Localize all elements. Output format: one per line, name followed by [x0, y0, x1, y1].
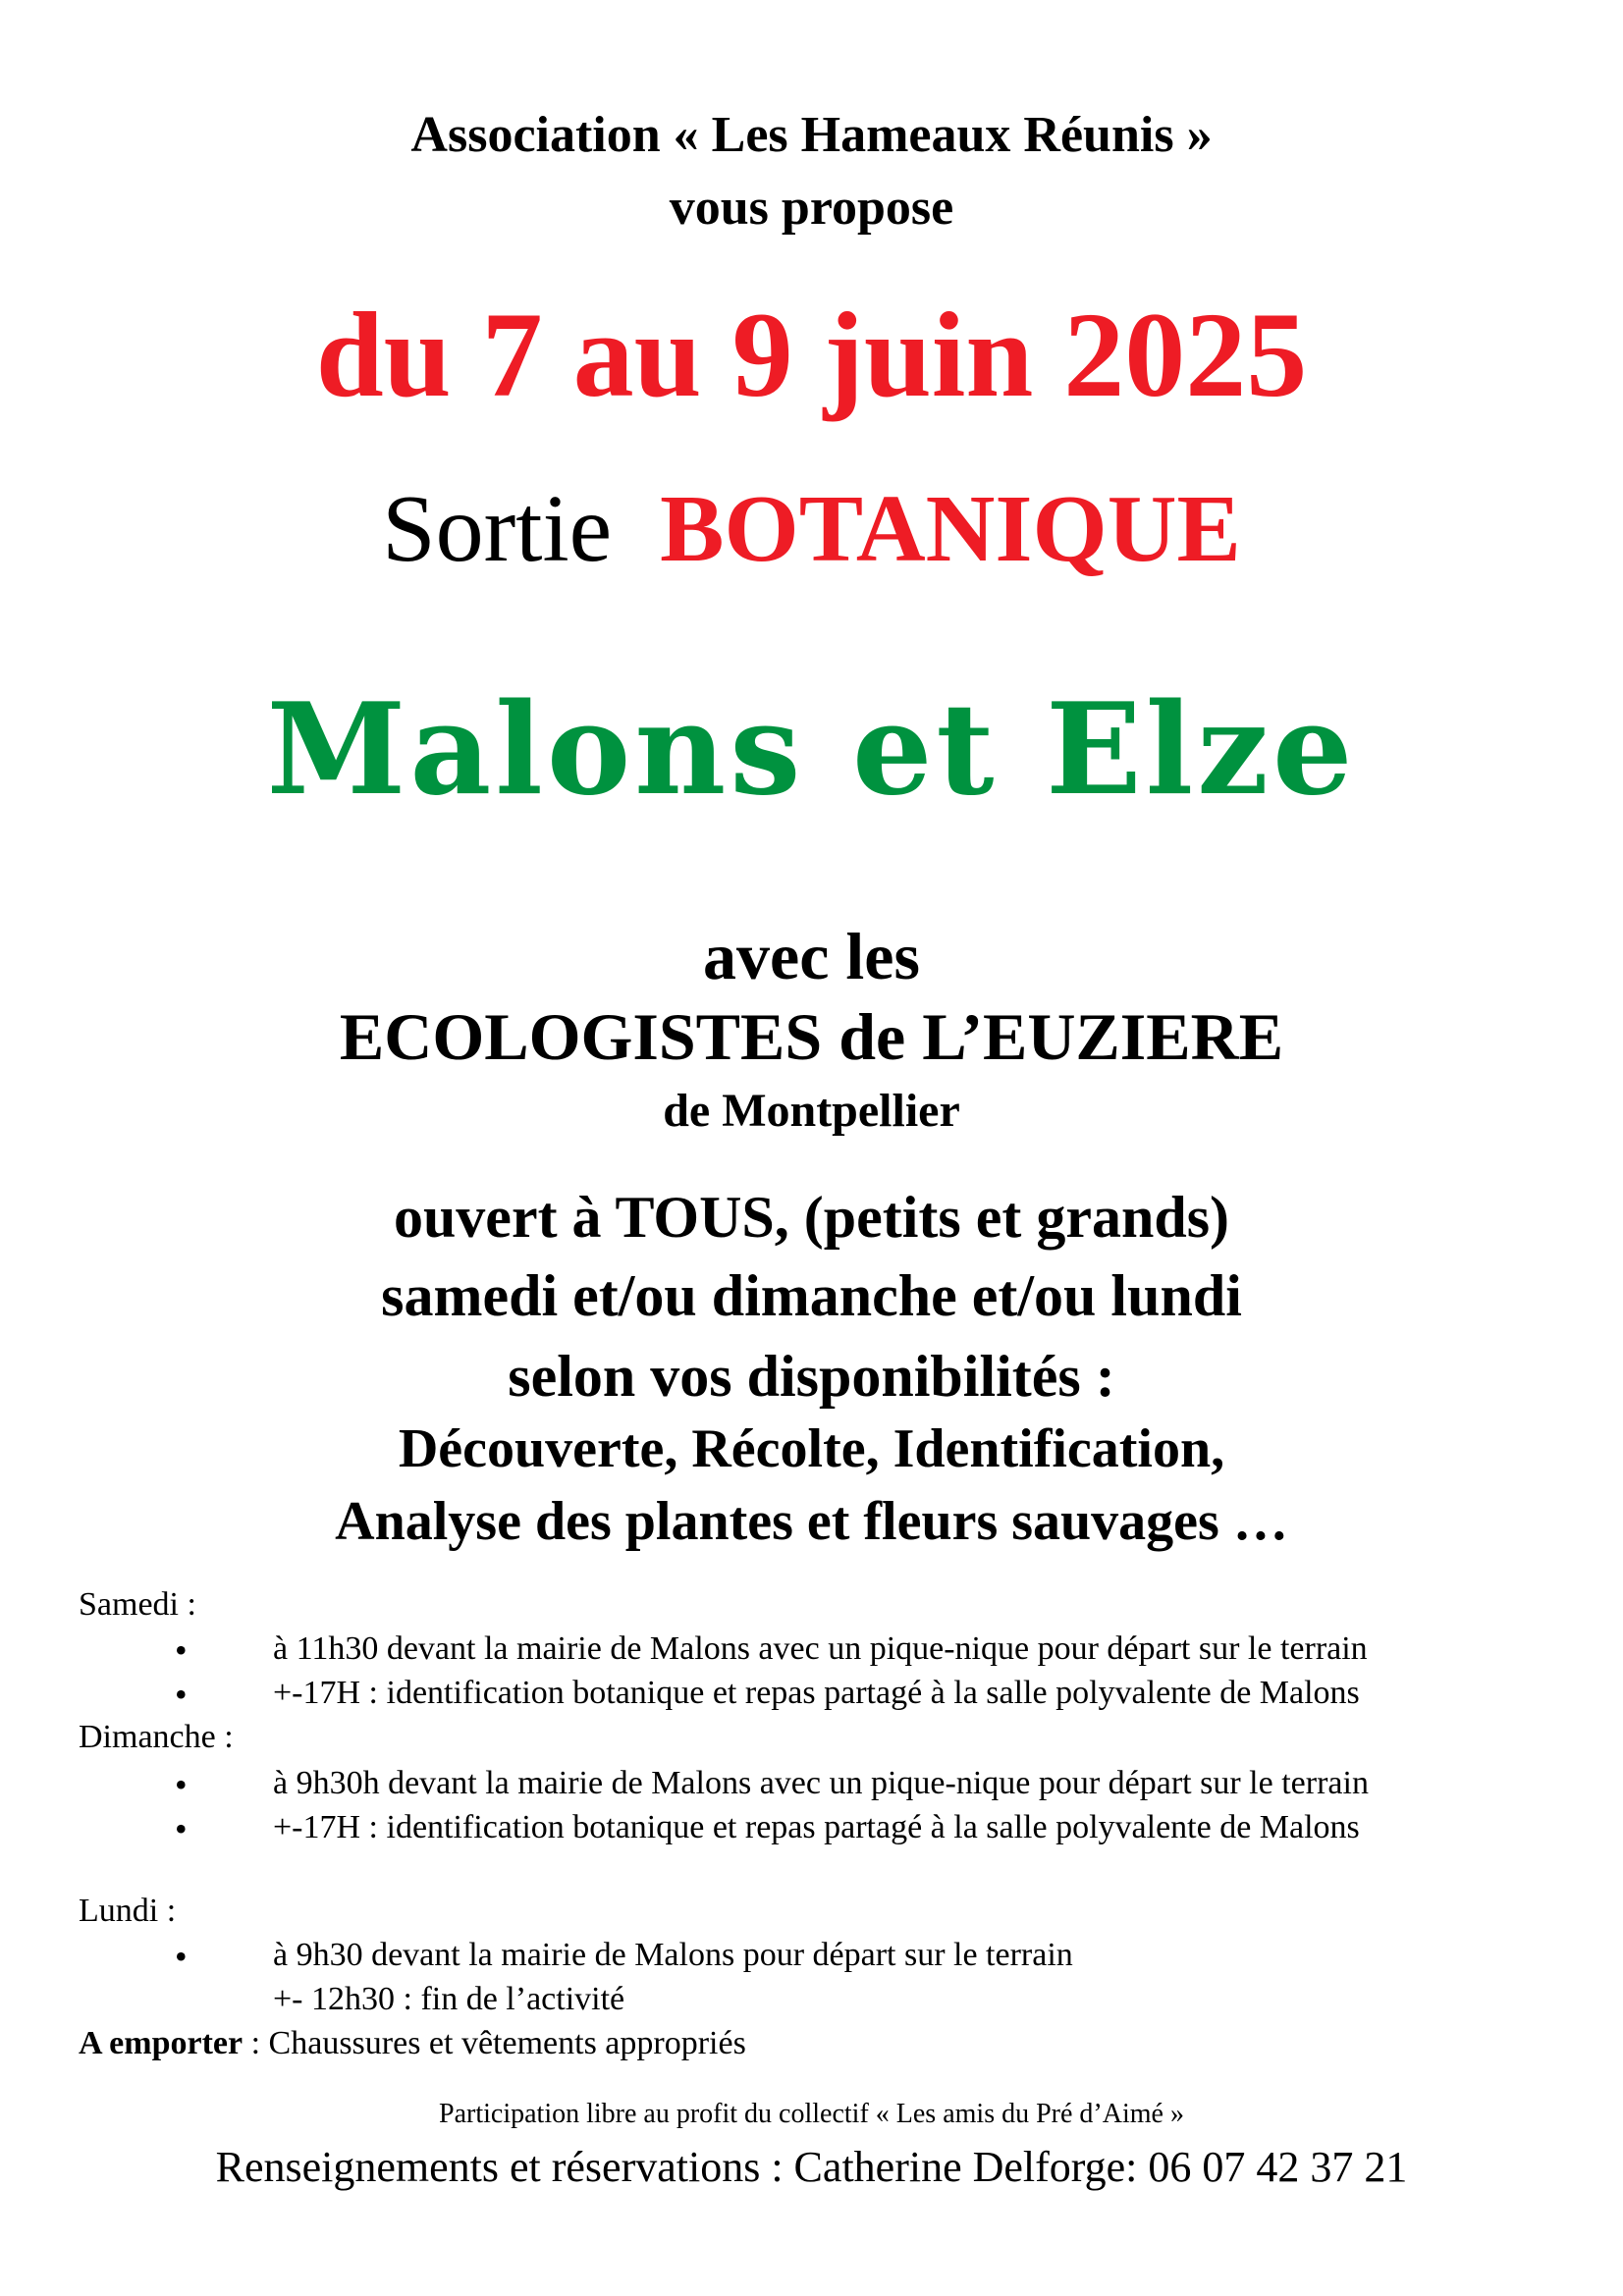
schedule-item-text: à 11h30 devant la mairie de Malons avec un pique-nique pour départ sur le terrain	[273, 1630, 1368, 1667]
audience-line-2: samedi et/ou dimanche et/ou lundi	[381, 1263, 1242, 1328]
bullet-icon: •	[175, 1675, 188, 1714]
partner-intro: avec les	[703, 919, 920, 993]
partner-city: de Montpellier	[663, 1085, 960, 1137]
event-location: Malons et Elze	[266, 676, 1357, 824]
bullet-icon: •	[175, 1937, 188, 1976]
schedule-item-text: à 9h30 devant la mairie de Malons pour départ sur le terrain	[273, 1937, 1073, 1973]
propose-line: vous propose	[669, 180, 954, 236]
sortie-line	[0, 476, 1623, 582]
schedule-item-text: +- 12h30 : fin de l’activité	[273, 1981, 625, 2017]
audience-line-1: ouvert à TOUS, (petits et grands)	[393, 1185, 1230, 1250]
contact-info: Renseignements et réservations : Catherine Delforge: 06 07 42 37 21	[215, 2143, 1408, 2191]
bullet-icon: •	[175, 1630, 188, 1670]
audience-line-5: Analyse des plantes et fleurs sauvages …	[335, 1491, 1288, 1552]
schedule-samedi-label: Samedi :	[79, 1586, 196, 1623]
audience-line-4: Découverte, Récolte, Identification,	[398, 1418, 1225, 1479]
partner-name: ECOLOGISTES de L’EUZIERE	[339, 999, 1284, 1074]
association-title: Association « Les Hameaux Réunis »	[410, 107, 1213, 163]
event-dates: du 7 au 9 juin 2025	[315, 288, 1308, 422]
emporter-line	[79, 2027, 746, 2060]
schedule-lundi-label: Lundi :	[79, 1893, 177, 1929]
schedule-item-text: à 9h30h devant la mairie de Malons avec un pique-nique pour départ sur le terrain	[273, 1765, 1369, 1801]
emporter-text: : Chaussures et vêtements appropriés	[243, 2025, 746, 2061]
audience-line-3: selon vos disponibilités :	[508, 1344, 1115, 1409]
schedule-item-text: +-17H : identification botanique et repas partagé à la salle polyvalente de Malons	[273, 1675, 1360, 1711]
schedule-item-text: +-17H : identification botanique et repas partagé à la salle polyvalente de Malons	[273, 1809, 1360, 1845]
sortie-word: Sortie	[382, 476, 613, 582]
bullet-icon: •	[175, 1765, 188, 1804]
sortie-type: BOTANIQUE	[660, 476, 1241, 582]
participation-note: Participation libre au profit du collectif « Les amis du Pré d’Aimé »	[439, 2099, 1184, 2129]
emporter-label: A emporter	[79, 2025, 243, 2061]
bullet-icon: •	[175, 1809, 188, 1848]
schedule-dimanche-label: Dimanche :	[79, 1719, 234, 1755]
